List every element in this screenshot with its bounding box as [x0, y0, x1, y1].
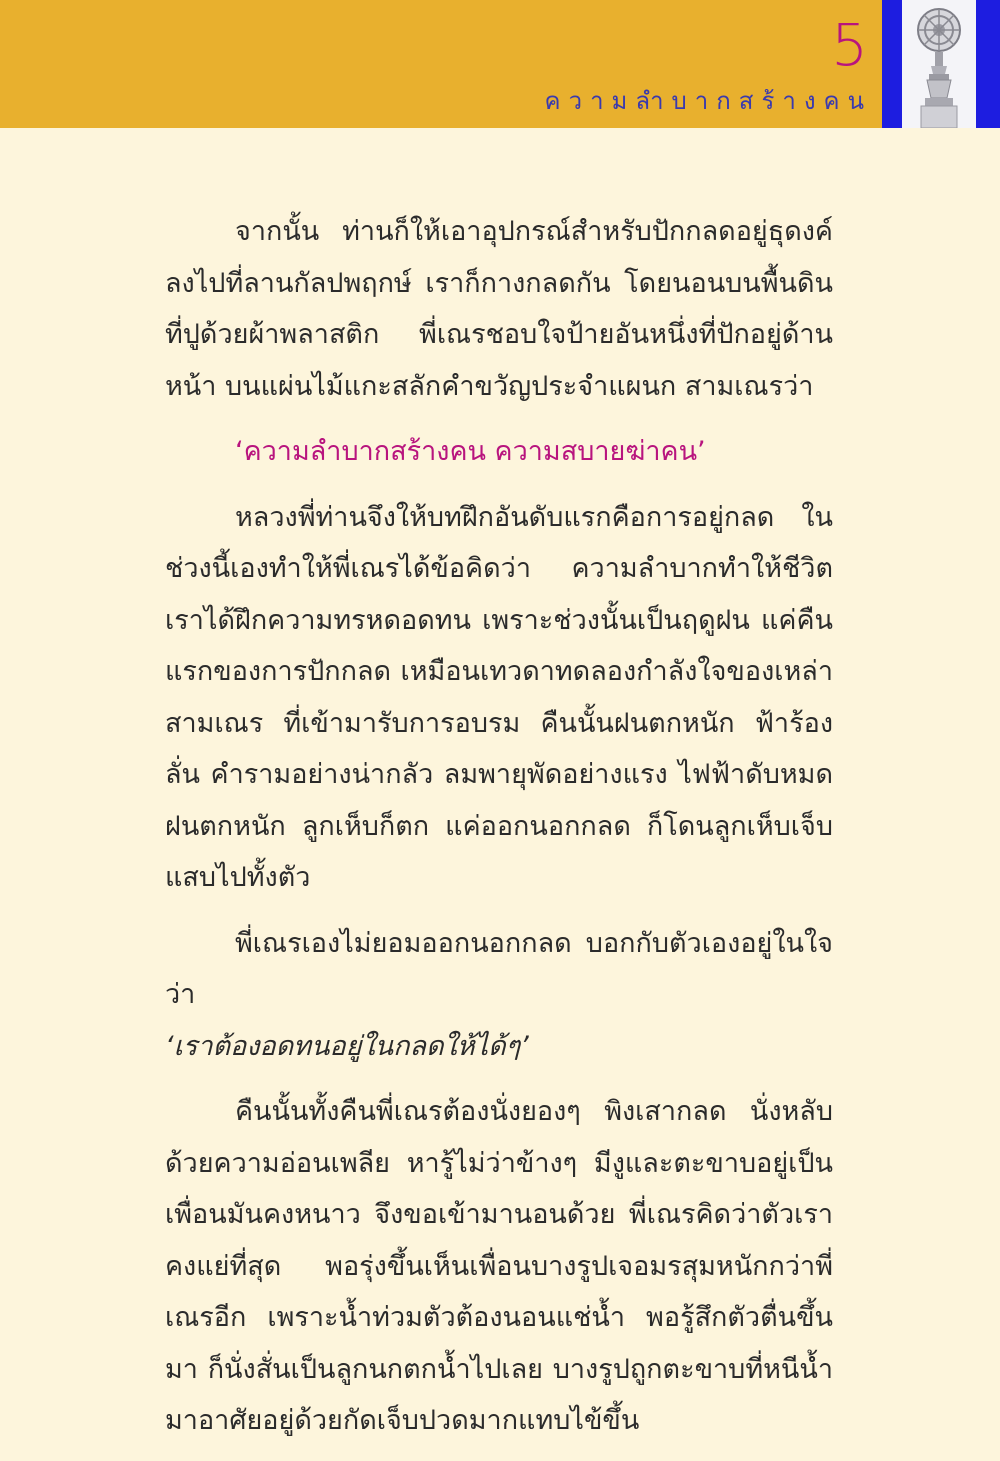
running-title: ความลำบากสร้างคน — [544, 87, 872, 115]
dharma-wheel-emblem-icon — [905, 0, 973, 128]
quote-motto: ‘ความลำบากสร้างคน ความสบายฆ่าคน’ — [235, 436, 706, 467]
blue-stripe-right — [976, 0, 1000, 128]
paragraph-3-text: พี่เณรเองไม่ยอมออกนอกกลด บอกกับตัวเองอยู่ในใจว่า — [165, 927, 833, 1010]
blue-stripe-left — [882, 0, 902, 128]
page-number: 5 — [831, 11, 868, 79]
paragraph-3 — [165, 918, 833, 1073]
paragraph-1: จากนั้น ท่านก็ให้เอาอุปกรณ์สำหรับปักกลดอยู่ธุดงค์ลงไปที่ลานกัลปพฤกษ์ เราก็กางกลดกัน โดยนอนบนพื้นดินที่ปูด้วยผ้าพลาสติก พี่เณรชอบใจป้ายอันหนึ่งที่ปักอยู่ด้านหน้า บนแผ่นไม้แกะสลักคำขวัญประจำแผนก สามเณรว่า — [165, 216, 833, 402]
paragraph-3-italic: ‘เราต้องอดทนอยู่ในกลดให้ได้ๆ’ — [165, 1030, 529, 1062]
body-text — [165, 206, 833, 1461]
paragraph-2: หลวงพี่ท่านจึงให้บทฝึกอันดับแรกคือการอยู่กลด ในช่วงนี้เองทำให้พี่เณรได้ข้อคิดว่า ความลำบากทำให้ชีวิตเราได้ฝึกความทรหดอดทน เพราะช่วงนั้นเป็นฤดูฝน แค่คืนแรกของการปักกลด เหมือนเทวดาทดลองกำลังใจของเหล่าสามเณร ที่เข้ามารับการอบรม คืนนั้นฝนตกหนัก ฟ้าร้องลั่น คำรามอย่างน่ากลัว ลมพายุพัดอย่างแรง ไฟฟ้าดับหมด ฝนตกหนัก ลูกเห็บก็ตก แค่ออกนอกกลด ก็โดนลูกเห็บเจ็บแสบไปทั้งตัว — [165, 501, 833, 893]
page-header — [0, 0, 1000, 128]
paragraph-4: คืนนั้นทั้งคืนพี่เณรต้องนั่งยองๆ พิงเสากลด นั่งหลับด้วยความอ่อนเพลีย หารู้ไม่ว่าข้างๆ มีงูและตะขาบอยู่เป็นเพื่อนมันคงหนาว จึงขอเข้ามานอนด้วย พี่เณรคิดว่าตัวเราคงแย่ที่สุด พอรุ่งขึ้นเห็นเพื่อนบางรูปเจอมรสุมหนักกว่าพี่เณรอีก เพราะน้ำท่วมตัวต้องนอนแช่น้ำ พอรู้สึกตัวตื่นขึ้นมา ก็นั่งสั่นเป็นลูกนกตกน้ำไปเลย บางรูปถูกตะขาบที่หนีน้ำมาอาศัยอยู่ด้วยกัดเจ็บปวดมากแทบไข้ขึ้น — [165, 1096, 833, 1436]
